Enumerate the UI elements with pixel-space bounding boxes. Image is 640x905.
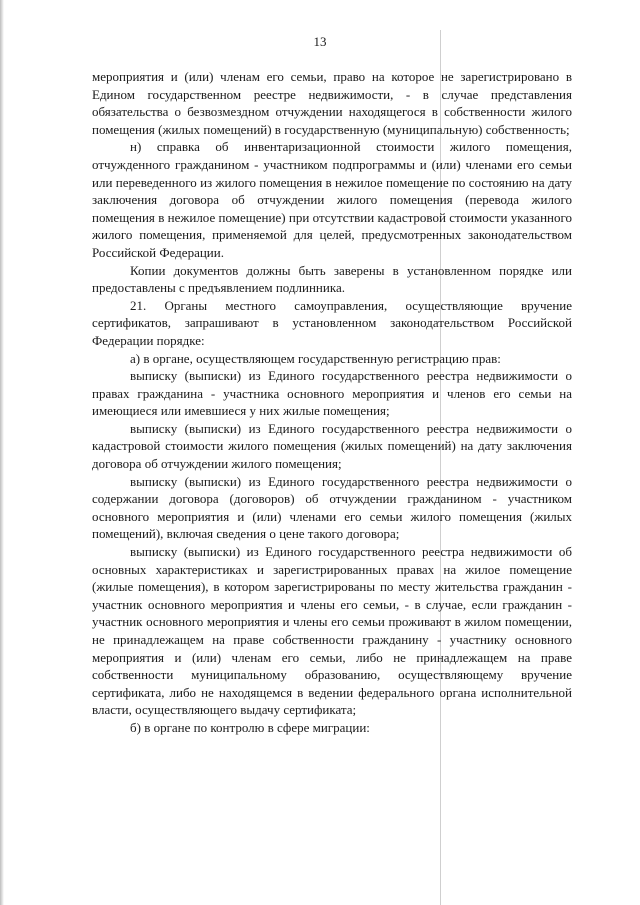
paragraph-10: б) в органе по контролю в сфере миграции:: [130, 719, 370, 735]
paragraph-7: выписку (выписки) из Единого государственного реестра недвижимости о кадастровой стоимости жилого помещения (жилых помещений) на дату заключения договора об отчуждении жилого помещения;: [92, 420, 572, 472]
document-body: [92, 68, 572, 737]
paragraph-5: а) в органе, осуществляющем государственную регистрацию прав:: [130, 350, 501, 366]
paragraph-6: выписку (выписки) из Единого государственного реестра недвижимости о правах гражданина - участника основного мероприятия и членов его семьи на имеющиеся или имевшиеся у них жилые помещения;: [92, 368, 572, 419]
paragraph-3: Копии документов должны быть заверены в установленном порядке или предоставлены с предъявлением подлинника.: [92, 262, 572, 296]
paragraph-1: мероприятия и (или) членам его семьи, право на которое не зарегистрировано в Едином государственном реестре недвижимости, - в случае представления обязательства о безвозмездном отчуждении находящегося в собственности жилого помещения (жилых помещений) в государственную (муниципальную) собственность;: [92, 69, 572, 137]
paragraph-4: 21. Органы местного самоуправления, осуществляющие вручение сертификатов, запрашивают в установленном законодательством Российской Федерации порядке:: [92, 297, 572, 348]
paragraph-8: выписку (выписки) из Единого государственного реестра недвижимости о содержании договора (договоров) об отчуждении гражданином - участником основного мероприятия и (или) членами его семьи жилого помещения (жилых помещений), включая сведения о цене такого договора;: [92, 473, 572, 542]
paragraph-9: выписку (выписки) из Единого государственного реестра недвижимости об основных характеристиках и зарегистрированных правах на жилое помещение (жилые помещения), в котором зарегистрированы по месту жительства гражданин - участник основного мероприятия и члены его семьи, - в случае, если гражданин - участник основного мероприятия и члены его семьи проживают в жилом помещении, не принадлежащем на праве собственности гражданину - участнику основного мероприятия и (или) членам его семьи, либо не принадлежащем на праве собственности муниципальному образованию, осуществляющему вручение сертификата, либо не находящемся в ведении федерального органа исполнительной власти, осуществляющего выдачу сертификата;: [92, 544, 572, 718]
scan-edge: [0, 0, 4, 905]
paragraph-2: н) справка об инвентаризационной стоимости жилого помещения, отчужденного гражданином - участником подпрограммы и (или) членами его семьи или переведенного из жилого помещения в нежилое помещение по состоянию на дату заключения договора об отчуждении жилого помещения (перевода жилого помещения в нежилое помещение) при отсутствии кадастровой стоимости указанного жилого помещения, применяемой для целей, предусмотренных законодательством Российской Федерации.: [92, 139, 572, 260]
page-number: 13: [313, 34, 327, 49]
